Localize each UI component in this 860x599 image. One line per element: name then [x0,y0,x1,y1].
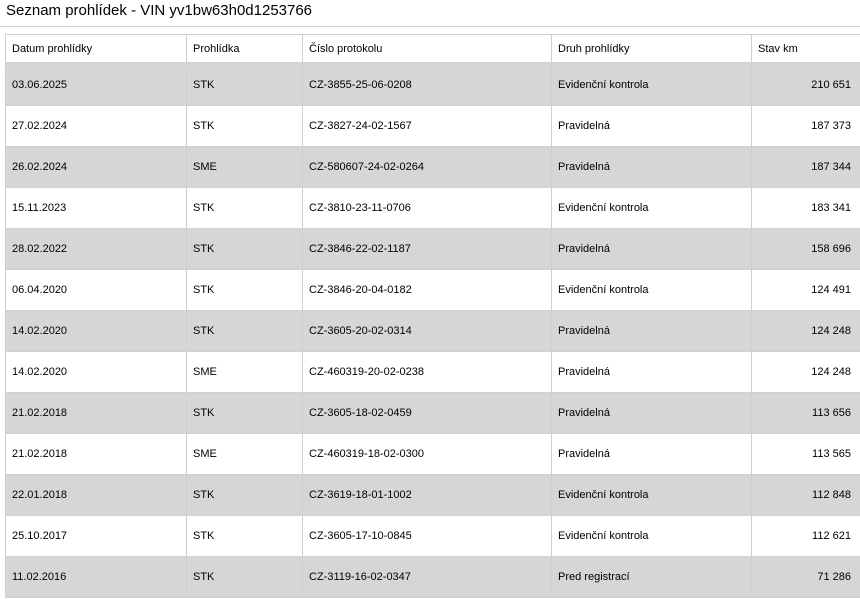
cell-kind: Evidenční kontrola [552,188,752,229]
table-row[interactable] [6,352,860,393]
cell-protocol: CZ-3846-22-02-1187 [303,229,552,270]
cell-mileage: 71 286 [752,557,860,598]
cell-inspection: STK [187,64,303,106]
cell-date: 28.02.2022 [6,229,187,270]
cell-mileage: 113 565 [752,434,860,475]
column-header-mileage[interactable]: Stav km [752,35,860,64]
cell-protocol: CZ-3855-25-06-0208 [303,64,552,106]
table-header-row [6,35,860,64]
cell-inspection: STK [187,106,303,147]
inspections-table [5,34,860,598]
cell-date: 21.02.2018 [6,393,187,434]
cell-mileage: 124 248 [752,352,860,393]
cell-protocol: CZ-460319-20-02-0238 [303,352,552,393]
table-row[interactable] [6,147,860,188]
cell-kind: Evidenční kontrola [552,475,752,516]
cell-protocol: CZ-3605-17-10-0845 [303,516,552,557]
cell-date: 21.02.2018 [6,434,187,475]
table-row[interactable] [6,106,860,147]
table-row[interactable] [6,516,860,557]
cell-mileage: 124 248 [752,311,860,352]
table-row[interactable] [6,434,860,475]
cell-date: 25.10.2017 [6,516,187,557]
cell-inspection: STK [187,475,303,516]
cell-protocol: CZ-3846-20-04-0182 [303,270,552,311]
cell-kind: Pravidelná [552,106,752,147]
table-row[interactable] [6,393,860,434]
cell-inspection: STK [187,311,303,352]
cell-mileage: 187 344 [752,147,860,188]
cell-date: 03.06.2025 [6,64,187,106]
table-row[interactable] [6,229,860,270]
column-header-kind[interactable]: Druh prohlídky [552,35,752,64]
table-row[interactable] [6,557,860,598]
cell-protocol: CZ-580607-24-02-0264 [303,147,552,188]
cell-protocol: CZ-3827-24-02-1567 [303,106,552,147]
cell-date: 27.02.2024 [6,106,187,147]
table-row[interactable] [6,64,860,106]
cell-kind: Pravidelná [552,352,752,393]
cell-inspection: SME [187,434,303,475]
cell-mileage: 112 848 [752,475,860,516]
cell-kind: Pravidelná [552,229,752,270]
cell-mileage: 210 651 [752,64,860,106]
cell-inspection: STK [187,557,303,598]
cell-date: 26.02.2024 [6,147,187,188]
cell-mileage: 113 656 [752,393,860,434]
cell-kind: Pravidelná [552,393,752,434]
cell-mileage: 183 341 [752,188,860,229]
table-row[interactable] [6,311,860,352]
table-row[interactable] [6,188,860,229]
cell-inspection: STK [187,270,303,311]
cell-kind: Pravidelná [552,434,752,475]
cell-mileage: 124 491 [752,270,860,311]
cell-protocol: CZ-460319-18-02-0300 [303,434,552,475]
cell-kind: Evidenční kontrola [552,516,752,557]
cell-inspection: STK [187,516,303,557]
cell-date: 15.11.2023 [6,188,187,229]
cell-date: 14.02.2020 [6,352,187,393]
cell-protocol: CZ-3605-18-02-0459 [303,393,552,434]
cell-protocol: CZ-3810-23-11-0706 [303,188,552,229]
column-header-protocol[interactable]: Číslo protokolu [303,35,552,64]
cell-inspection: STK [187,188,303,229]
title-divider [0,26,860,27]
cell-mileage: 187 373 [752,106,860,147]
table-row[interactable] [6,270,860,311]
cell-mileage: 112 621 [752,516,860,557]
cell-inspection: STK [187,229,303,270]
cell-date: 11.02.2016 [6,557,187,598]
cell-mileage: 158 696 [752,229,860,270]
table-row[interactable] [6,475,860,516]
cell-date: 06.04.2020 [6,270,187,311]
cell-inspection: SME [187,147,303,188]
cell-protocol: CZ-3605-20-02-0314 [303,311,552,352]
cell-protocol: CZ-3119-16-02-0347 [303,557,552,598]
cell-date: 22.01.2018 [6,475,187,516]
cell-kind: Pravidelná [552,147,752,188]
column-header-date[interactable]: Datum prohlídky [6,35,187,64]
column-header-inspection[interactable]: Prohlídka [187,35,303,64]
cell-kind: Pred registrací [552,557,752,598]
cell-protocol: CZ-3619-18-01-1002 [303,475,552,516]
cell-inspection: SME [187,352,303,393]
cell-kind: Evidenční kontrola [552,64,752,106]
cell-date: 14.02.2020 [6,311,187,352]
cell-inspection: STK [187,393,303,434]
cell-kind: Evidenční kontrola [552,270,752,311]
cell-kind: Pravidelná [552,311,752,352]
page-title: Seznam prohlídek - VIN yv1bw63h0d1253766 [6,2,313,19]
